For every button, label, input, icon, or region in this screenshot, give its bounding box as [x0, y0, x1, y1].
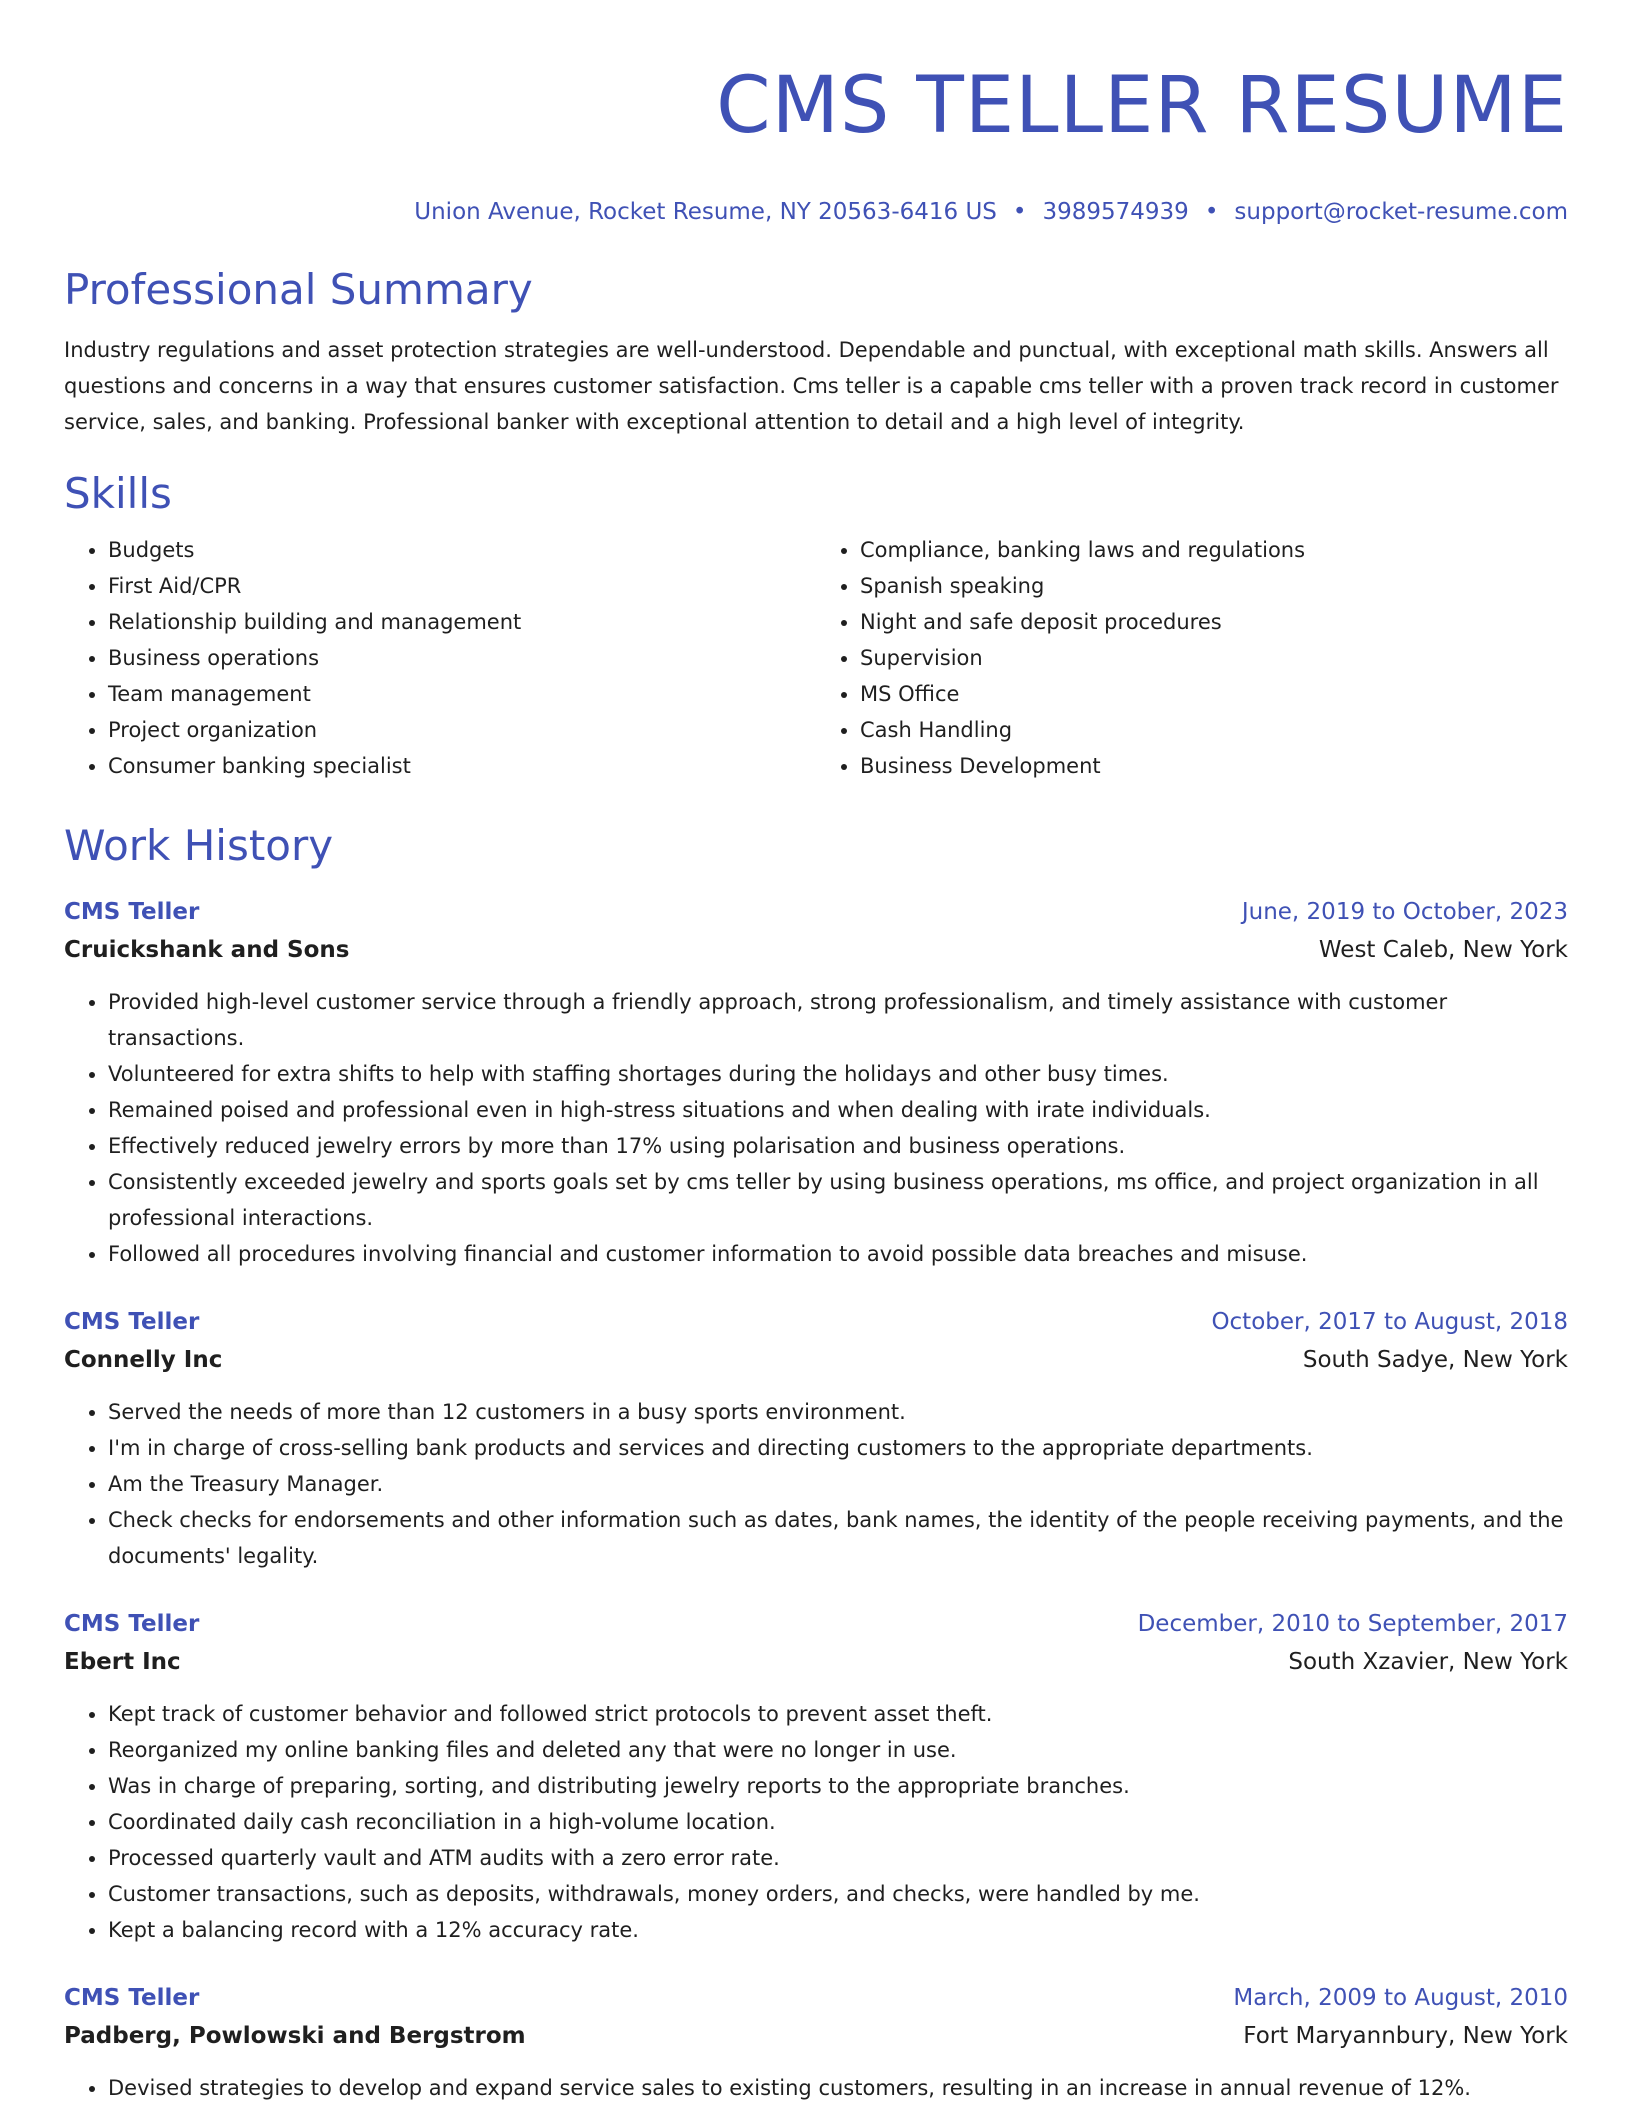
skill-item: • MS Office	[860, 676, 1568, 712]
job-bullet: • Remained poised and professional even in high-stress situations and when dealing with irate individuals.	[108, 1092, 1568, 1128]
job-entry	[64, 894, 1568, 1272]
job-bullets	[64, 2070, 1568, 2106]
job-bullet: • Volunteered for extra shifts to help with staffing shortages during the holidays and other busy times.	[108, 1056, 1568, 1092]
skill-item: • Compliance, banking laws and regulations	[860, 532, 1568, 568]
contact-phone: 3989574939	[1042, 199, 1189, 225]
job-entry	[64, 1606, 1568, 1948]
contact-address: Union Avenue, Rocket Resume, NY 20563-6416 US	[414, 199, 997, 225]
job-company-row	[64, 930, 1568, 970]
resume-page	[64, 0, 1568, 2106]
resume-name: CMS TELLER RESUME	[716, 61, 1568, 151]
job-location: South Sadye, New York	[1302, 1347, 1568, 1373]
job-bullet: • Check checks for endorsements and other information such as dates, bank names, the identity of the people receiving payments, and the documents' legality.	[108, 1502, 1568, 1574]
contact-separator: •	[1204, 199, 1219, 225]
job-location: West Caleb, New York	[1318, 937, 1568, 963]
skill-item: • Night and safe deposit procedures	[860, 604, 1568, 640]
summary-heading: Professional Summary	[64, 265, 533, 314]
skill-item: • Cash Handling	[860, 712, 1568, 748]
job-company: Ebert Inc	[64, 1649, 181, 1675]
job-title: CMS Teller	[64, 1611, 200, 1637]
job-title: CMS Teller	[64, 1985, 200, 2011]
job-bullet: • Effectively reduced jewelry errors by more than 17% using polarisation and business operations.	[108, 1128, 1568, 1164]
job-bullet: • Followed all procedures involving financial and customer information to avoid possible data breaches and misuse.	[108, 1236, 1568, 1272]
job-title: CMS Teller	[64, 899, 200, 925]
job-company: Padberg, Powlowski and Bergstrom	[64, 2023, 526, 2049]
contact-email[interactable]: support@rocket-resume.com	[1234, 199, 1568, 225]
job-entry	[64, 1980, 1568, 2106]
job-company: Connelly Inc	[64, 1347, 223, 1373]
job-company-row	[64, 2016, 1568, 2056]
contact-line	[64, 196, 1568, 228]
summary-text: Industry regulations and asset protection strategies are well-understood. Dependable and punctual, with exceptional math skills. Answers all questions and concerns in a way that ensures customer satisfaction. Cms teller is a capable cms teller with a proven track record in customer service, sales, and banking. Professional banker with exceptional attention to detail and a high level of integrity.	[64, 338, 1559, 434]
job-bullet: • Am the Treasury Manager.	[108, 1466, 1568, 1502]
job-entry	[64, 1304, 1568, 1574]
skills-columns	[64, 532, 1568, 784]
skill-item: • Spanish speaking	[860, 568, 1568, 604]
job-bullet: • Devised strategies to develop and expand service sales to existing customers, resulting in an increase in annual revenue of 12%.	[108, 2070, 1568, 2106]
skill-item: • Business Development	[860, 748, 1568, 784]
job-bullet: • Customer transactions, such as deposits, withdrawals, money orders, and checks, were handled by me.	[108, 1876, 1568, 1912]
skill-item: • Business operations	[108, 640, 816, 676]
work-history-heading: Work History	[64, 821, 334, 870]
job-bullet: • Coordinated daily cash reconciliation in a high-volume location.	[108, 1804, 1568, 1840]
job-company-row	[64, 1642, 1568, 1682]
skill-item: • Relationship building and management	[108, 604, 816, 640]
job-bullet: • I'm in charge of cross-selling bank products and services and directing customers to the appropriate departments.	[108, 1430, 1568, 1466]
job-header-row	[64, 1980, 1568, 2016]
job-bullet: • Provided high-level customer service through a friendly approach, strong professionalism, and timely assistance with customer transactions.	[108, 984, 1568, 1056]
job-bullets	[64, 1394, 1568, 1574]
job-title: CMS Teller	[64, 1309, 200, 1335]
job-location: South Xzavier, New York	[1288, 1649, 1568, 1675]
skill-item: • Budgets	[108, 532, 816, 568]
skill-item: • Project organization	[108, 712, 816, 748]
job-company: Cruickshank and Sons	[64, 937, 350, 963]
skills-heading: Skills	[64, 469, 172, 518]
job-header-row	[64, 1606, 1568, 1642]
job-bullet: • Consistently exceeded jewelry and sports goals set by cms teller by using business operations, ms office, and project organization in all professional interactions.	[108, 1164, 1568, 1236]
contact-separator: •	[1012, 199, 1027, 225]
skills-list-left	[64, 532, 816, 784]
job-bullet: • Served the needs of more than 12 customers in a busy sports environment.	[108, 1394, 1568, 1430]
job-bullets	[64, 1696, 1568, 1948]
job-bullet: • Was in charge of preparing, sorting, and distributing jewelry reports to the appropriate branches.	[108, 1768, 1568, 1804]
job-dates: March, 2009 to August, 2010	[1233, 1985, 1568, 2011]
job-bullet: • Kept a balancing record with a 12% accuracy rate.	[108, 1912, 1568, 1948]
job-dates: June, 2019 to October, 2023	[1241, 899, 1568, 925]
job-header-row	[64, 1304, 1568, 1340]
job-bullet: • Processed quarterly vault and ATM audits with a zero error rate.	[108, 1840, 1568, 1876]
job-bullet: • Reorganized my online banking files and deleted any that were no longer in use.	[108, 1732, 1568, 1768]
job-bullets	[64, 984, 1568, 1272]
job-bullet: • Kept track of customer behavior and followed strict protocols to prevent asset theft.	[108, 1696, 1568, 1732]
skill-item: • Team management	[108, 676, 816, 712]
job-header-row	[64, 894, 1568, 930]
skills-list-right	[816, 532, 1568, 784]
job-dates: December, 2010 to September, 2017	[1137, 1611, 1568, 1637]
job-location: Fort Maryannbury, New York	[1243, 2023, 1568, 2049]
job-dates: October, 2017 to August, 2018	[1211, 1309, 1568, 1335]
skill-item: • Supervision	[860, 640, 1568, 676]
skill-item: • First Aid/CPR	[108, 568, 816, 604]
job-company-row	[64, 1340, 1568, 1380]
skill-item: • Consumer banking specialist	[108, 748, 816, 784]
